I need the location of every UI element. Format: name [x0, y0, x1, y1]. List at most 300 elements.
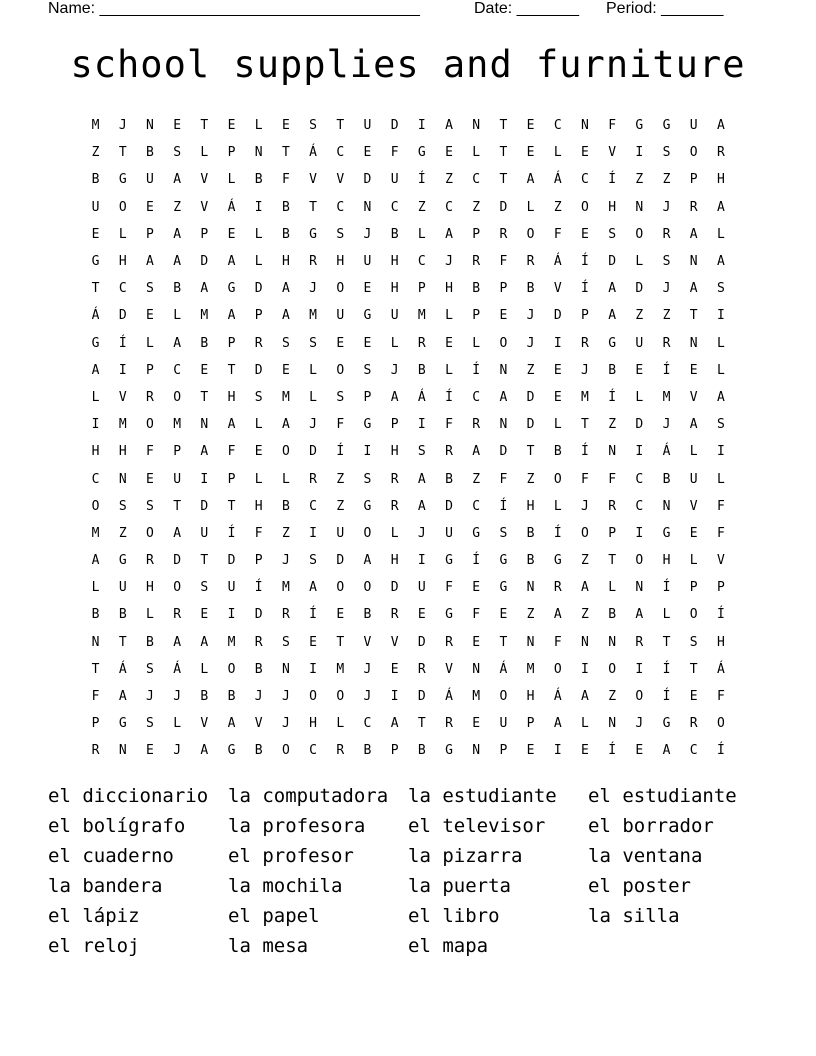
grid-letter[interactable]: I — [227, 607, 236, 623]
grid-letter[interactable]: H — [118, 254, 127, 270]
grid-letter[interactable]: A — [716, 254, 725, 270]
grid-letter[interactable]: R — [309, 254, 317, 270]
grid-letter[interactable]: U — [363, 118, 372, 134]
grid-letter[interactable]: Z — [118, 525, 127, 541]
grid-letter[interactable]: E — [499, 308, 508, 324]
grid-letter[interactable]: O — [173, 580, 182, 596]
grid-letter[interactable]: Z — [445, 172, 453, 188]
grid-letter[interactable]: E — [689, 362, 698, 378]
grid-letter[interactable]: S — [146, 716, 154, 732]
grid-letter[interactable]: E — [526, 145, 535, 161]
grid-letter[interactable]: H — [526, 689, 535, 705]
grid-letter[interactable]: I — [309, 661, 317, 677]
grid-letter[interactable]: J — [281, 716, 290, 732]
grid-letter[interactable]: N — [608, 716, 617, 732]
grid-letter[interactable]: Á — [118, 661, 127, 677]
grid-letter[interactable]: P — [499, 281, 508, 297]
grid-letter[interactable]: I — [417, 553, 426, 569]
grid-letter[interactable]: P — [254, 553, 263, 569]
grid-letter[interactable]: S — [336, 389, 345, 405]
grid-letter[interactable]: B — [254, 743, 263, 759]
grid-letter[interactable]: A — [689, 281, 698, 297]
grid-letter[interactable]: M — [91, 118, 100, 134]
grid-letter[interactable]: P — [390, 743, 399, 759]
grid-letter[interactable]: F — [336, 417, 345, 433]
grid-letter[interactable]: L — [91, 389, 100, 405]
grid-letter[interactable]: Z — [635, 172, 644, 188]
grid-letter[interactable]: J — [390, 362, 399, 378]
grid-letter[interactable]: D — [417, 689, 426, 705]
grid-letter[interactable]: G — [499, 553, 508, 569]
grid-letter[interactable]: V — [200, 199, 209, 215]
grid-letter[interactable]: D — [445, 498, 453, 514]
grid-letter[interactable]: B — [472, 281, 481, 297]
grid-letter[interactable]: L — [254, 417, 263, 433]
grid-letter[interactable]: N — [472, 743, 481, 759]
grid-letter[interactable]: Z — [472, 471, 481, 487]
grid-letter[interactable]: A — [417, 471, 426, 487]
grid-letter[interactable]: P — [499, 743, 508, 759]
grid-letter[interactable]: B — [227, 689, 236, 705]
grid-letter[interactable]: S — [608, 226, 617, 242]
grid-letter[interactable]: G — [91, 254, 100, 270]
grid-letter[interactable]: C — [472, 389, 481, 405]
grid-letter[interactable]: A — [635, 607, 644, 623]
grid-letter[interactable]: T — [118, 634, 127, 650]
grid-letter[interactable]: C — [363, 716, 372, 732]
grid-letter[interactable]: O — [336, 689, 345, 705]
grid-letter[interactable]: C — [390, 199, 399, 215]
grid-letter[interactable]: R — [445, 716, 453, 732]
grid-letter[interactable]: Í — [472, 553, 481, 569]
grid-letter[interactable]: R — [689, 199, 698, 215]
grid-letter[interactable]: B — [281, 226, 290, 242]
grid-letter[interactable]: A — [281, 281, 290, 297]
grid-letter[interactable]: R — [173, 607, 182, 623]
grid-letter[interactable]: S — [363, 362, 372, 378]
grid-letter[interactable]: U — [336, 308, 345, 324]
grid-letter[interactable]: G — [91, 335, 100, 351]
grid-letter[interactable]: M — [227, 634, 236, 650]
grid-letter[interactable]: R — [472, 417, 481, 433]
grid-letter[interactable]: V — [118, 389, 127, 405]
grid-letter[interactable]: H — [309, 716, 317, 732]
grid-letter[interactable]: P — [472, 308, 481, 324]
grid-letter[interactable]: T — [662, 634, 671, 650]
grid-letter[interactable]: B — [417, 362, 426, 378]
grid-letter[interactable]: A — [173, 172, 182, 188]
grid-letter[interactable]: B — [200, 335, 209, 351]
grid-letter[interactable]: F — [254, 525, 263, 541]
grid-letter[interactable]: A — [417, 498, 426, 514]
grid-letter[interactable]: O — [227, 661, 236, 677]
grid-letter[interactable]: V — [608, 145, 617, 161]
grid-letter[interactable]: R — [254, 335, 263, 351]
grid-letter[interactable]: A — [173, 634, 182, 650]
grid-letter[interactable]: V — [689, 498, 698, 514]
grid-letter[interactable]: N — [635, 580, 644, 596]
grid-letter[interactable]: D — [254, 281, 263, 297]
grid-letter[interactable]: B — [254, 661, 263, 677]
grid-letter[interactable]: O — [635, 689, 644, 705]
grid-letter[interactable]: N — [581, 634, 589, 650]
grid-letter[interactable]: O — [635, 226, 644, 242]
grid-letter[interactable]: S — [309, 118, 317, 134]
grid-letter[interactable]: S — [146, 498, 154, 514]
grid-letter[interactable]: M — [200, 308, 209, 324]
grid-letter[interactable]: G — [635, 118, 644, 134]
grid-letter[interactable]: O — [499, 689, 508, 705]
grid-letter[interactable]: Í — [254, 580, 263, 596]
grid-letter[interactable]: G — [662, 118, 671, 134]
grid-letter[interactable]: Í — [608, 389, 617, 405]
grid-letter[interactable]: M — [336, 661, 345, 677]
grid-letter[interactable]: Í — [581, 444, 589, 460]
grid-letter[interactable]: L — [309, 362, 317, 378]
grid-letter[interactable]: U — [689, 471, 698, 487]
grid-letter[interactable]: E — [445, 145, 453, 161]
grid-letter[interactable]: O — [499, 335, 508, 351]
grid-letter[interactable]: Z — [581, 607, 589, 623]
grid-letter[interactable]: O — [146, 525, 154, 541]
grid-letter[interactable]: O — [336, 281, 345, 297]
grid-letter[interactable]: E — [553, 362, 562, 378]
grid-letter[interactable]: U — [689, 118, 698, 134]
grid-letter[interactable]: L — [200, 145, 209, 161]
grid-letter[interactable]: U — [417, 580, 426, 596]
grid-letter[interactable]: G — [363, 498, 372, 514]
grid-letter[interactable]: B — [118, 607, 127, 623]
grid-letter[interactable]: M — [472, 689, 481, 705]
grid-letter[interactable]: Z — [553, 199, 562, 215]
grid-letter[interactable]: U — [227, 580, 236, 596]
grid-letter[interactable]: H — [716, 634, 725, 650]
grid-letter[interactable]: L — [118, 226, 127, 242]
grid-letter[interactable]: L — [254, 226, 263, 242]
grid-letter[interactable]: R — [445, 634, 453, 650]
grid-letter[interactable]: N — [363, 199, 372, 215]
grid-letter[interactable]: L — [553, 498, 562, 514]
grid-letter[interactable]: E — [363, 281, 372, 297]
grid-letter[interactable]: P — [227, 335, 236, 351]
grid-letter[interactable]: F — [608, 471, 617, 487]
grid-letter[interactable]: L — [146, 335, 154, 351]
grid-letter[interactable]: S — [146, 661, 154, 677]
grid-letter[interactable]: V — [336, 172, 345, 188]
grid-letter[interactable]: N — [254, 145, 263, 161]
grid-letter[interactable]: D — [390, 580, 399, 596]
grid-letter[interactable]: U — [390, 172, 399, 188]
grid-letter[interactable]: P — [689, 580, 698, 596]
grid-letter[interactable]: N — [200, 417, 209, 433]
grid-letter[interactable]: U — [146, 172, 154, 188]
grid-letter[interactable]: R — [336, 743, 345, 759]
grid-letter[interactable]: E — [227, 118, 236, 134]
grid-letter[interactable]: E — [363, 335, 372, 351]
grid-letter[interactable]: D — [417, 634, 426, 650]
grid-letter[interactable]: O — [635, 553, 644, 569]
grid-letter[interactable]: Z — [173, 199, 182, 215]
grid-letter[interactable]: P — [608, 525, 617, 541]
grid-letter[interactable]: J — [146, 689, 154, 705]
grid-letter[interactable]: I — [635, 444, 644, 460]
grid-letter[interactable]: I — [390, 689, 399, 705]
grid-letter[interactable]: R — [608, 498, 617, 514]
grid-letter[interactable]: B — [608, 607, 617, 623]
grid-letter[interactable]: Í — [417, 172, 426, 188]
grid-letter[interactable]: E — [173, 118, 182, 134]
grid-letter[interactable]: O — [281, 743, 290, 759]
grid-letter[interactable]: D — [499, 444, 508, 460]
period-field-label[interactable]: Period: _______ — [606, 0, 724, 17]
grid-letter[interactable]: Z — [336, 498, 345, 514]
grid-letter[interactable]: B — [254, 172, 263, 188]
grid-letter[interactable]: N — [689, 254, 698, 270]
grid-letter[interactable]: L — [200, 661, 209, 677]
grid-letter[interactable]: B — [173, 281, 182, 297]
grid-letter[interactable]: C — [336, 199, 345, 215]
grid-letter[interactable]: F — [227, 444, 236, 460]
grid-letter[interactable]: S — [254, 389, 263, 405]
grid-letter[interactable]: O — [309, 689, 317, 705]
grid-letter[interactable]: M — [581, 389, 589, 405]
grid-letter[interactable]: C — [309, 743, 317, 759]
grid-letter[interactable]: N — [499, 417, 508, 433]
grid-letter[interactable]: E — [472, 580, 481, 596]
grid-letter[interactable]: S — [662, 254, 671, 270]
name-field-label[interactable]: Name: ____________________________________ — [48, 0, 420, 17]
grid-letter[interactable]: B — [363, 607, 372, 623]
grid-letter[interactable]: M — [281, 389, 290, 405]
grid-letter[interactable]: G — [227, 281, 236, 297]
grid-letter[interactable]: P — [227, 145, 236, 161]
grid-letter[interactable]: L — [581, 716, 589, 732]
grid-letter[interactable]: L — [254, 118, 263, 134]
grid-letter[interactable]: G — [309, 226, 317, 242]
grid-letter[interactable]: M — [281, 580, 290, 596]
grid-letter[interactable]: Z — [336, 471, 345, 487]
grid-letter[interactable]: P — [472, 226, 481, 242]
grid-letter[interactable]: L — [390, 525, 399, 541]
grid-letter[interactable]: U — [173, 471, 182, 487]
grid-letter[interactable]: R — [254, 634, 263, 650]
grid-letter[interactable]: S — [716, 281, 725, 297]
grid-letter[interactable]: Í — [662, 580, 671, 596]
grid-letter[interactable]: H — [390, 444, 399, 460]
grid-letter[interactable]: E — [526, 743, 535, 759]
grid-letter[interactable]: U — [336, 525, 345, 541]
grid-letter[interactable]: V — [553, 281, 562, 297]
grid-letter[interactable]: O — [608, 661, 617, 677]
grid-letter[interactable]: C — [635, 498, 644, 514]
grid-letter[interactable]: H — [336, 254, 345, 270]
grid-letter[interactable]: Í — [716, 607, 725, 623]
grid-letter[interactable]: E — [281, 362, 290, 378]
grid-letter[interactable]: A — [526, 172, 535, 188]
grid-letter[interactable]: O — [363, 525, 372, 541]
grid-letter[interactable]: J — [526, 308, 535, 324]
grid-letter[interactable]: H — [390, 553, 399, 569]
grid-letter[interactable]: F — [716, 525, 725, 541]
grid-letter[interactable]: J — [662, 281, 671, 297]
grid-letter[interactable]: D — [553, 308, 562, 324]
grid-letter[interactable]: A — [200, 281, 209, 297]
grid-letter[interactable]: V — [200, 172, 209, 188]
grid-letter[interactable]: E — [445, 335, 453, 351]
grid-letter[interactable]: A — [309, 580, 317, 596]
grid-letter[interactable]: H — [526, 498, 535, 514]
grid-letter[interactable]: L — [662, 607, 671, 623]
grid-letter[interactable]: O — [689, 145, 698, 161]
grid-letter[interactable]: Í — [662, 689, 671, 705]
grid-letter[interactable]: A — [472, 444, 481, 460]
grid-letter[interactable]: E — [227, 226, 236, 242]
grid-letter[interactable]: R — [553, 580, 562, 596]
grid-letter[interactable]: D — [200, 498, 209, 514]
grid-letter[interactable]: P — [581, 308, 589, 324]
grid-letter[interactable]: G — [553, 553, 562, 569]
grid-letter[interactable]: J — [309, 417, 317, 433]
grid-letter[interactable]: Z — [417, 199, 426, 215]
grid-letter[interactable]: T — [689, 661, 698, 677]
grid-letter[interactable]: H — [146, 580, 154, 596]
grid-letter[interactable]: A — [173, 254, 182, 270]
grid-letter[interactable]: D — [363, 172, 372, 188]
grid-letter[interactable]: A — [662, 743, 671, 759]
grid-letter[interactable]: Z — [635, 308, 644, 324]
grid-letter[interactable]: F — [716, 689, 725, 705]
grid-letter[interactable]: L — [173, 716, 182, 732]
grid-letter[interactable]: O — [146, 417, 154, 433]
grid-letter[interactable]: H — [608, 199, 617, 215]
grid-letter[interactable]: R — [309, 471, 317, 487]
grid-letter[interactable]: C — [689, 743, 698, 759]
grid-letter[interactable]: L — [445, 362, 453, 378]
grid-letter[interactable]: I — [716, 308, 725, 324]
grid-letter[interactable]: F — [553, 634, 562, 650]
grid-letter[interactable]: L — [254, 471, 263, 487]
grid-letter[interactable]: I — [635, 525, 644, 541]
grid-letter[interactable]: J — [363, 689, 372, 705]
grid-letter[interactable]: L — [553, 145, 562, 161]
grid-letter[interactable]: T — [336, 634, 345, 650]
grid-letter[interactable]: H — [390, 254, 399, 270]
grid-letter[interactable]: B — [526, 553, 535, 569]
grid-letter[interactable]: D — [526, 417, 535, 433]
grid-letter[interactable]: M — [417, 308, 426, 324]
grid-letter[interactable]: L — [472, 145, 481, 161]
grid-letter[interactable]: U — [499, 716, 508, 732]
grid-letter[interactable]: F — [499, 471, 508, 487]
grid-letter[interactable]: O — [581, 199, 589, 215]
grid-letter[interactable]: Á — [553, 172, 562, 188]
grid-letter[interactable]: Á — [309, 145, 317, 161]
grid-letter[interactable]: L — [716, 362, 725, 378]
grid-letter[interactable]: S — [118, 498, 127, 514]
grid-letter[interactable]: C — [309, 498, 317, 514]
grid-letter[interactable]: T — [309, 199, 317, 215]
grid-letter[interactable]: H — [118, 444, 127, 460]
grid-letter[interactable]: P — [227, 471, 236, 487]
grid-letter[interactable]: Z — [608, 689, 617, 705]
grid-letter[interactable]: B — [662, 471, 671, 487]
grid-letter[interactable]: A — [553, 607, 562, 623]
grid-letter[interactable]: I — [417, 118, 426, 134]
grid-letter[interactable]: C — [472, 172, 481, 188]
grid-letter[interactable]: U — [118, 580, 127, 596]
grid-letter[interactable]: R — [91, 743, 100, 759]
grid-letter[interactable]: E — [146, 471, 154, 487]
grid-letter[interactable]: O — [553, 661, 562, 677]
grid-letter[interactable]: B — [608, 362, 617, 378]
grid-letter[interactable]: A — [608, 281, 617, 297]
grid-letter[interactable]: I — [635, 145, 644, 161]
grid-letter[interactable]: F — [91, 689, 100, 705]
grid-letter[interactable]: R — [581, 335, 589, 351]
grid-letter[interactable]: S — [281, 634, 290, 650]
grid-letter[interactable]: D — [254, 362, 263, 378]
grid-letter[interactable]: H — [445, 281, 453, 297]
grid-letter[interactable]: G — [417, 145, 426, 161]
grid-letter[interactable]: O — [581, 525, 589, 541]
grid-letter[interactable]: C — [581, 172, 589, 188]
grid-letter[interactable]: A — [91, 362, 100, 378]
grid-letter[interactable]: N — [118, 471, 127, 487]
grid-letter[interactable]: G — [118, 172, 127, 188]
grid-letter[interactable]: J — [118, 118, 127, 134]
grid-letter[interactable]: R — [662, 226, 671, 242]
grid-letter[interactable]: S — [200, 580, 209, 596]
grid-letter[interactable]: L — [173, 308, 182, 324]
grid-letter[interactable]: F — [608, 118, 617, 134]
grid-letter[interactable]: A — [281, 308, 290, 324]
grid-letter[interactable]: E — [553, 389, 562, 405]
grid-letter[interactable]: R — [526, 254, 535, 270]
grid-letter[interactable]: V — [254, 716, 263, 732]
grid-letter[interactable]: I — [200, 471, 209, 487]
grid-letter[interactable]: Á — [417, 389, 426, 405]
grid-letter[interactable]: I — [309, 525, 317, 541]
grid-letter[interactable]: E — [146, 199, 154, 215]
grid-letter[interactable]: U — [390, 308, 399, 324]
grid-letter[interactable]: P — [146, 226, 154, 242]
grid-letter[interactable]: B — [146, 145, 154, 161]
grid-letter[interactable]: N — [472, 118, 481, 134]
grid-letter[interactable]: J — [662, 199, 671, 215]
grid-letter[interactable]: S — [689, 634, 698, 650]
grid-letter[interactable]: L — [281, 471, 290, 487]
grid-letter[interactable]: J — [662, 417, 671, 433]
grid-letter[interactable]: G — [445, 553, 453, 569]
grid-letter[interactable]: G — [227, 743, 236, 759]
grid-letter[interactable]: Í — [309, 607, 317, 623]
grid-letter[interactable]: A — [173, 335, 182, 351]
grid-letter[interactable]: A — [173, 525, 182, 541]
grid-letter[interactable]: A — [200, 444, 209, 460]
grid-letter[interactable]: A — [146, 254, 154, 270]
grid-letter[interactable]: T — [118, 145, 127, 161]
grid-letter[interactable]: R — [146, 389, 154, 405]
grid-letter[interactable]: J — [581, 362, 589, 378]
grid-letter[interactable]: O — [281, 444, 290, 460]
grid-letter[interactable]: L — [309, 389, 317, 405]
grid-letter[interactable]: V — [390, 634, 399, 650]
grid-letter[interactable]: P — [363, 389, 372, 405]
grid-letter[interactable]: Á — [716, 661, 725, 677]
grid-letter[interactable]: H — [227, 389, 236, 405]
grid-letter[interactable]: M — [309, 308, 317, 324]
grid-letter[interactable]: R — [716, 145, 725, 161]
